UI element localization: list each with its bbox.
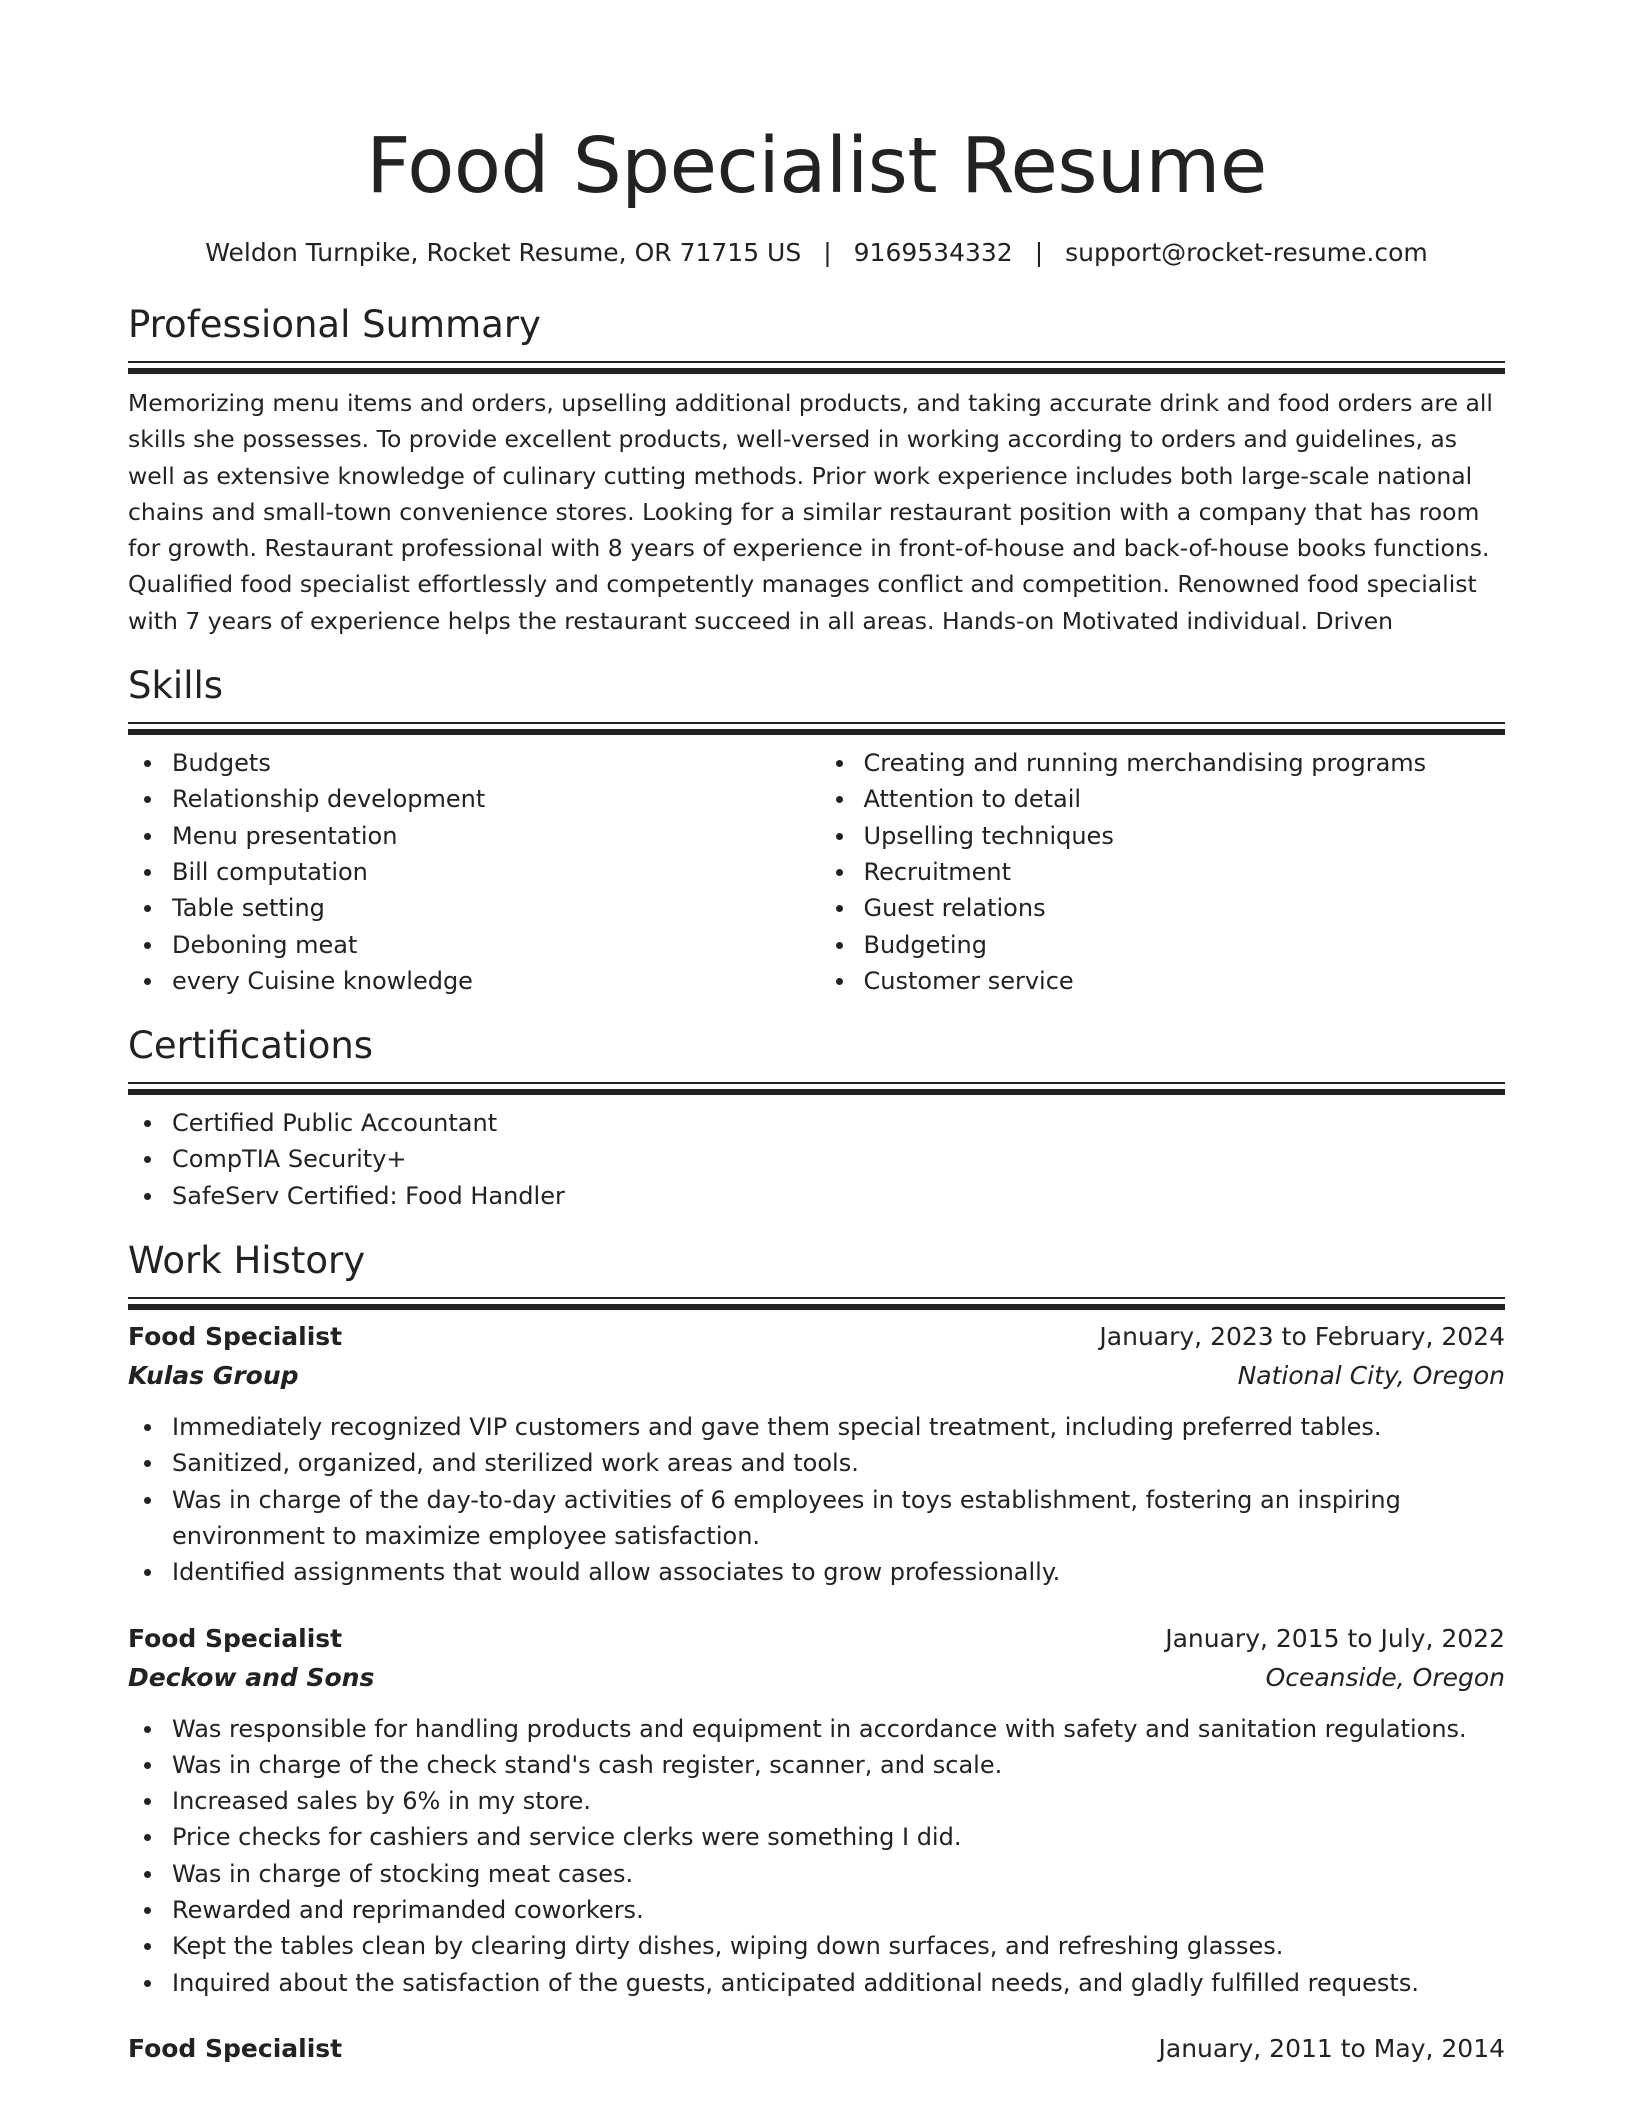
job-title: Food Specialist [128,1623,343,1653]
certifications-section [128,1024,1505,1214]
section-divider [128,361,1505,363]
job-dates: January, 2015 to July, 2022 [1165,1623,1505,1653]
job-duty: Increased sales by 6% in my store. [128,1783,1505,1819]
skill-item: Menu presentation [128,818,814,854]
section-heading: Skills [128,664,224,708]
certification-item: Certified Public Accountant [128,1105,1505,1141]
section-heading: Work History [128,1239,366,1283]
contact-address: Weldon Turnpike, Rocket Resume, OR 71715 US [205,238,802,267]
job-subheader [128,1356,1505,1395]
job-duty: Inquired about the satisfaction of the guests, anticipated additional needs, and gladly fulfilled requests. [128,1965,1505,2001]
contact-line [128,236,1505,270]
certification-item: SafeServ Certified: Food Handler [128,1178,1505,1214]
section-divider [128,1297,1505,1299]
skills-grid [128,745,1505,999]
section-divider [128,722,1505,724]
job-duty: Was in charge of stocking meat cases. [128,1856,1505,1892]
skill-item: Budgets [128,745,814,781]
contact-separator: | [823,238,832,267]
skill-item: Recruitment [820,854,1506,890]
job-entry [128,1317,1505,1590]
job-entry [128,2029,1505,2068]
skill-item: Budgeting [820,927,1506,963]
job-duty: Immediately recognized VIP customers and gave them special treatment, including preferred tables. [128,1409,1505,1445]
summary-section [128,303,1505,639]
job-dates: January, 2011 to May, 2014 [1158,2033,1505,2063]
skill-item: Attention to detail [820,781,1506,817]
skill-item: every Cuisine knowledge [128,963,814,999]
skills-list-left [128,745,814,999]
job-duties [128,1409,1505,1590]
contact-separator: | [1034,238,1044,267]
skills-section [128,664,1505,999]
section-heading: Certifications [128,1024,374,1068]
job-title: Food Specialist [128,1322,343,1352]
job-subheader [128,1658,1505,1697]
summary-text: Memorizing menu items and orders, upselling additional products, and taking accurate drink and food orders are all skills she possesses. To provide excellent products, well-versed in working according to orders and guidelines, as well as extensive knowledge of culinary cutting methods. Prior work experience includes both large-scale national chains and small-town convenience stores. Looking for a similar restaurant position with a company that has room for growth. Restaurant professional with 8 years of experience in front-of-house and back-of-house books functions. Qualified food specialist effortlessly and competently manages conflict and competition. Renowned food specialist with 7 years of experience helps the restaurant succeed in all areas. Hands-on Motivated individual. Driven [128,389,1493,635]
skill-item: Table setting [128,890,814,926]
skill-item: Bill computation [128,854,814,890]
job-duty: Was in charge of the day-to-day activities of 6 employees in toys establishment, fostering an inspiring environment to maximize employee satisfaction. [128,1482,1505,1555]
job-duties [128,1711,1505,2001]
job-entry [128,1619,1505,2001]
work-history-section [128,1239,1505,2068]
job-company: Deckow and Sons [128,1662,375,1692]
skill-item: Customer service [820,963,1506,999]
job-duty: Rewarded and reprimanded coworkers. [128,1892,1505,1928]
job-duty: Was in charge of the check stand's cash register, scanner, and scale. [128,1747,1505,1783]
job-duty: Price checks for cashiers and service clerks were something I did. [128,1819,1505,1855]
job-company: Kulas Group [128,1361,299,1391]
skill-item: Upselling techniques [820,818,1506,854]
skill-item: Creating and running merchandising programs [820,745,1506,781]
job-header [128,1317,1505,1356]
contact-email[interactable]: support@rocket-resume.com [1065,238,1428,267]
section-heading: Professional Summary [128,303,541,346]
contact-phone[interactable]: 9169534332 [853,238,1013,267]
skill-item: Guest relations [820,890,1506,926]
job-header [128,1619,1505,1658]
certifications-list [128,1105,1505,1214]
job-title: Food Specialist [128,2033,343,2063]
job-duty: Was responsible for handling products and equipment in accordance with safety and sanitation regulations. [128,1711,1505,1747]
job-location: Oceanside, Oregon [1265,1662,1505,1692]
certification-item: CompTIA Security+ [128,1141,1505,1177]
resume-content [128,0,1505,2068]
skills-list-right [814,745,1506,999]
job-header [128,2029,1505,2068]
section-divider [128,1082,1505,1084]
skill-item: Relationship development [128,781,814,817]
job-dates: January, 2023 to February, 2024 [1099,1322,1505,1352]
skill-item: Deboning meat [128,927,814,963]
job-location: National City, Oregon [1237,1361,1505,1391]
job-duty: Identified assignments that would allow associates to grow professionally. [128,1554,1505,1590]
job-duty: Kept the tables clean by clearing dirty dishes, wiping down surfaces, and refreshing glasses. [128,1928,1505,1964]
job-duty: Sanitized, organized, and sterilized work areas and tools. [128,1445,1505,1481]
page-title: Food Specialist Resume [366,122,1267,211]
